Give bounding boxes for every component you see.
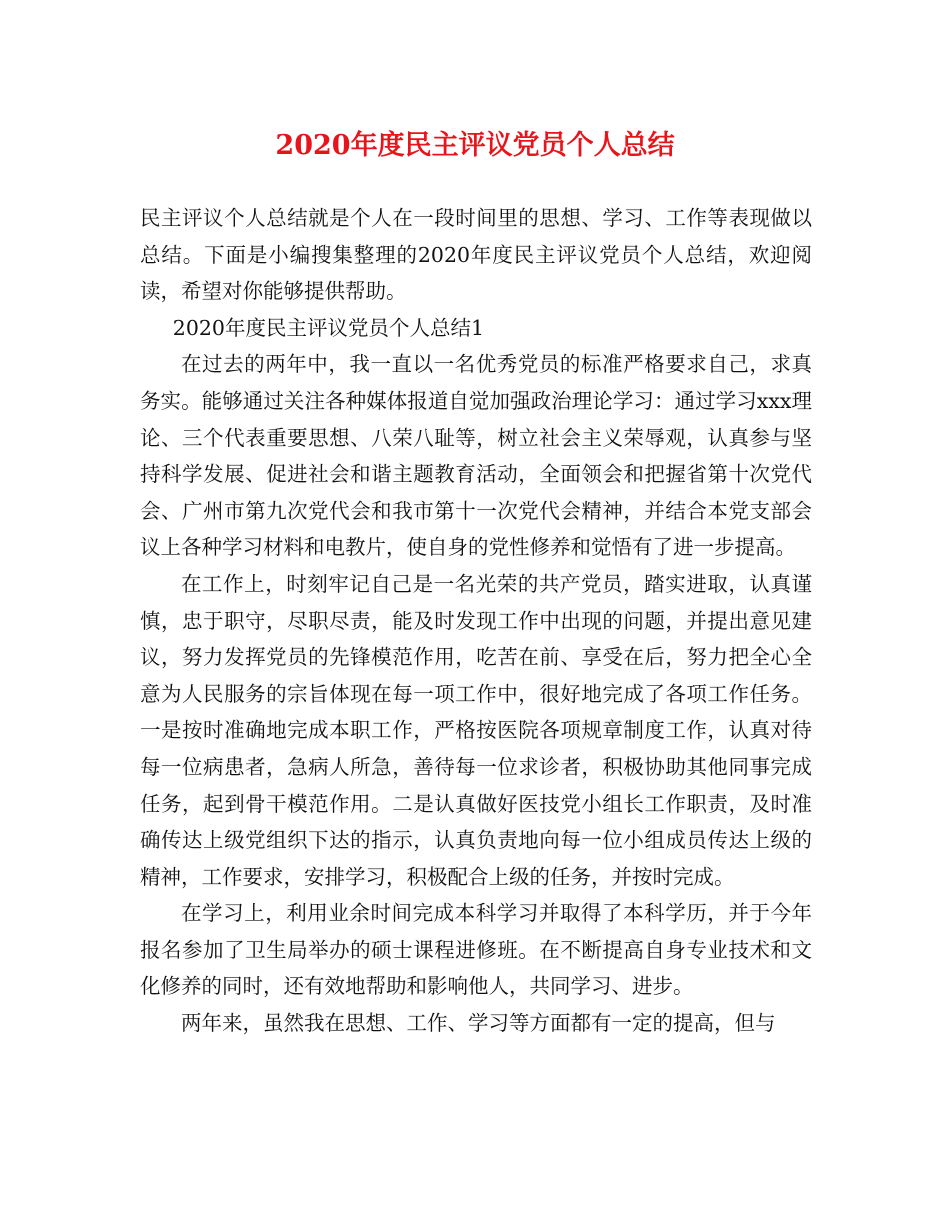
paragraph-conclusion: 两年来，虽然我在思想、工作、学习等方面都有一定的提高，但与 xyxy=(181,1011,776,1036)
paragraph-study: 在学习上，利用业余时间完成本科学习并取得了本科学历，并于今年报名参加了卫生局举办的硕士课程进修班。在不断提高自身专业技术和文化修养的同时，还有效地帮助和影响他人，共同学习、进步。 xyxy=(140,901,812,999)
document-title: 2020年度民主评议党员个人总结 xyxy=(275,130,675,161)
paragraph-work: 在工作上，时刻牢记自己是一名光荣的共产党员，踏实进取，认真谨慎，忠于职守，尽职尽责，能及时发现工作中出现的问题，并提出意见建议，努力发挥党员的先锋模范作用，吃苦在前、享受在后，努力把全心全意为人民服务的宗旨体现在每一项工作中，很好地完成了各项工作任务。一是按时准确地完成本职工作，严格按医院各项规章制度工作，认真对待每一位病患者，急病人所急，善待每一位求诊者，积极协助其他同事完成任务，起到骨干模范作用。二是认真做好医技党小组长工作职责，及时准确传达上级党组织下达的指示，认真负责地向每一位小组成员传达上级的精神，工作要求，安排学习，积极配合上级的任务，并按时完成。 xyxy=(140,571,812,889)
section-heading: 2020年度民主评议党员个人总结1 xyxy=(172,315,485,340)
paragraph-theory-study: 在过去的两年中，我一直以一名优秀党员的标准严格要求自己，求真务实。能够通过关注各种媒体报道自觉加强政治理论学习：通过学习xxx理论、三个代表重要思想、八荣八耻等，树立社会主义荣辱观，认真参与坚持科学发展、促进社会和谐主题教育活动，全面领会和把握省第十次党代会、广州市第九次党代会和我市第十一次党代会精神，并结合本党支部会议上各种学习材料和电教片，使自身的党性修养和觉悟有了进一步提高。 xyxy=(140,352,812,560)
document-body xyxy=(140,200,812,1042)
intro-paragraph: 民主评议个人总结就是个人在一段时间里的思想、学习、工作等表现做以总结。下面是小编搜集整理的2020年度民主评议党员个人总结，欢迎阅读，希望对你能够提供帮助。 xyxy=(140,206,812,304)
